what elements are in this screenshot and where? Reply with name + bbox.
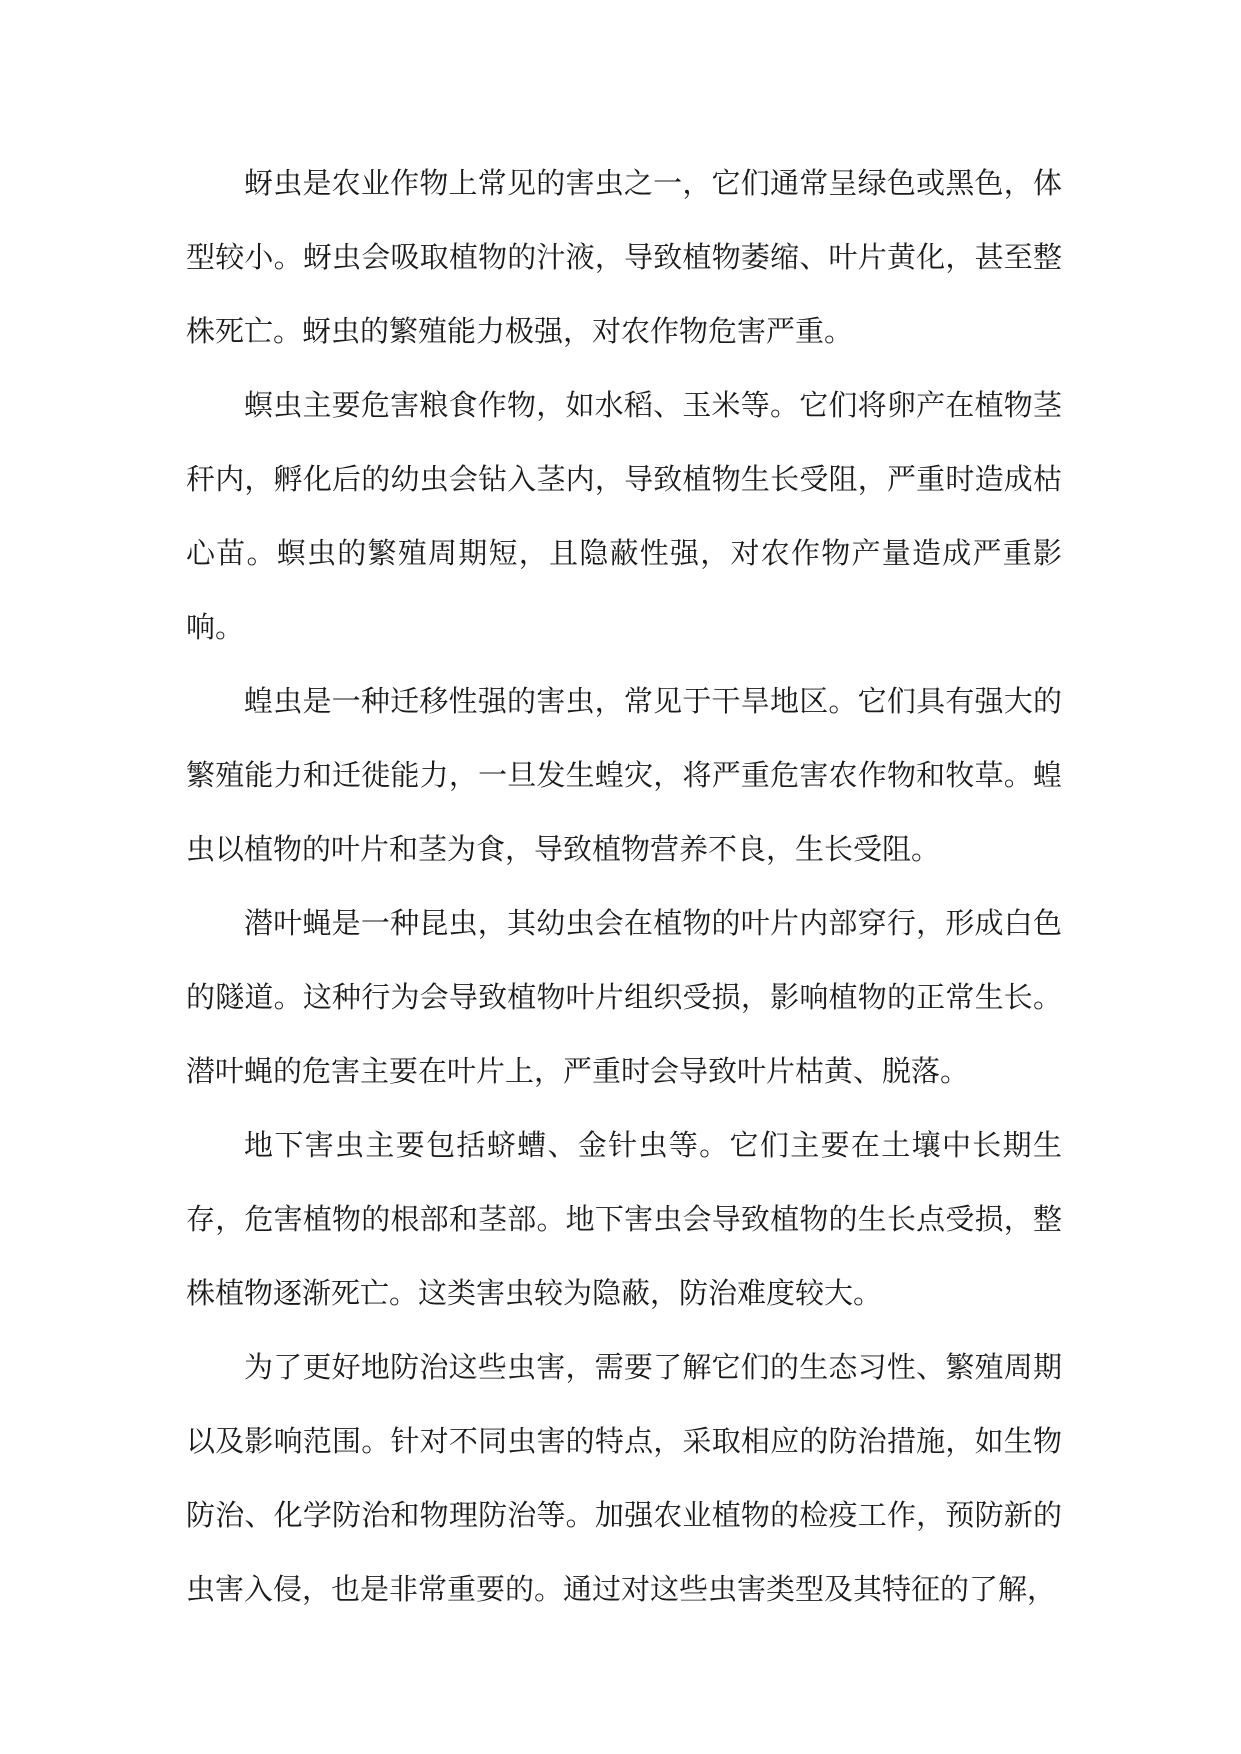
paragraph-borers: 螟虫主要危害粮食作物，如水稻、玉米等。它们将卵产在植物茎秆内，孵化后的幼虫会钻入茎内，导致植物生长受阻，严重时造成枯心苗。螟虫的繁殖周期短，且隐蔽性强，对农作物产量造成严重影响。 bbox=[186, 388, 1062, 644]
paragraph-soil-pests: 地下害虫主要包括蛴螬、金针虫等。它们主要在土壤中长期生存，危害植物的根部和茎部。地下害虫会导致植物的生长点受损，整株植物逐渐死亡。这类害虫较为隐蔽，防治难度较大。 bbox=[186, 1128, 1062, 1310]
paragraph-locusts: 蝗虫是一种迁移性强的害虫，常见于干旱地区。它们具有强大的繁殖能力和迁徙能力，一旦发生蝗灾，将严重危害农作物和牧草。蝗虫以植物的叶片和茎为食，导致植物营养不良，生长受阻。 bbox=[186, 684, 1062, 866]
paragraph-aphids: 蚜虫是农业作物上常见的害虫之一，它们通常呈绿色或黑色，体型较小。蚜虫会吸取植物的汁液，导致植物萎缩、叶片黄化，甚至整株死亡。蚜虫的繁殖能力极强，对农作物危害严重。 bbox=[186, 166, 1062, 348]
paragraph-pest-control: 为了更好地防治这些虫害，需要了解它们的生态习性、繁殖周期以及影响范围。针对不同虫害的特点，采取相应的防治措施，如生物防治、化学防治和物理防治等。加强农业植物的检疫工作，预防新的虫害入侵，也是非常重要的。通过对这些虫害类型及其特征的了解， bbox=[186, 1350, 1062, 1606]
paragraph-leafminers: 潜叶蝇是一种昆虫，其幼虫会在植物的叶片内部穿行，形成白色的隧道。这种行为会导致植物叶片组织受损，影响植物的正常生长。潜叶蝇的危害主要在叶片上，严重时会导致叶片枯黄、脱落。 bbox=[186, 906, 1062, 1088]
body-text bbox=[186, 146, 1062, 1626]
